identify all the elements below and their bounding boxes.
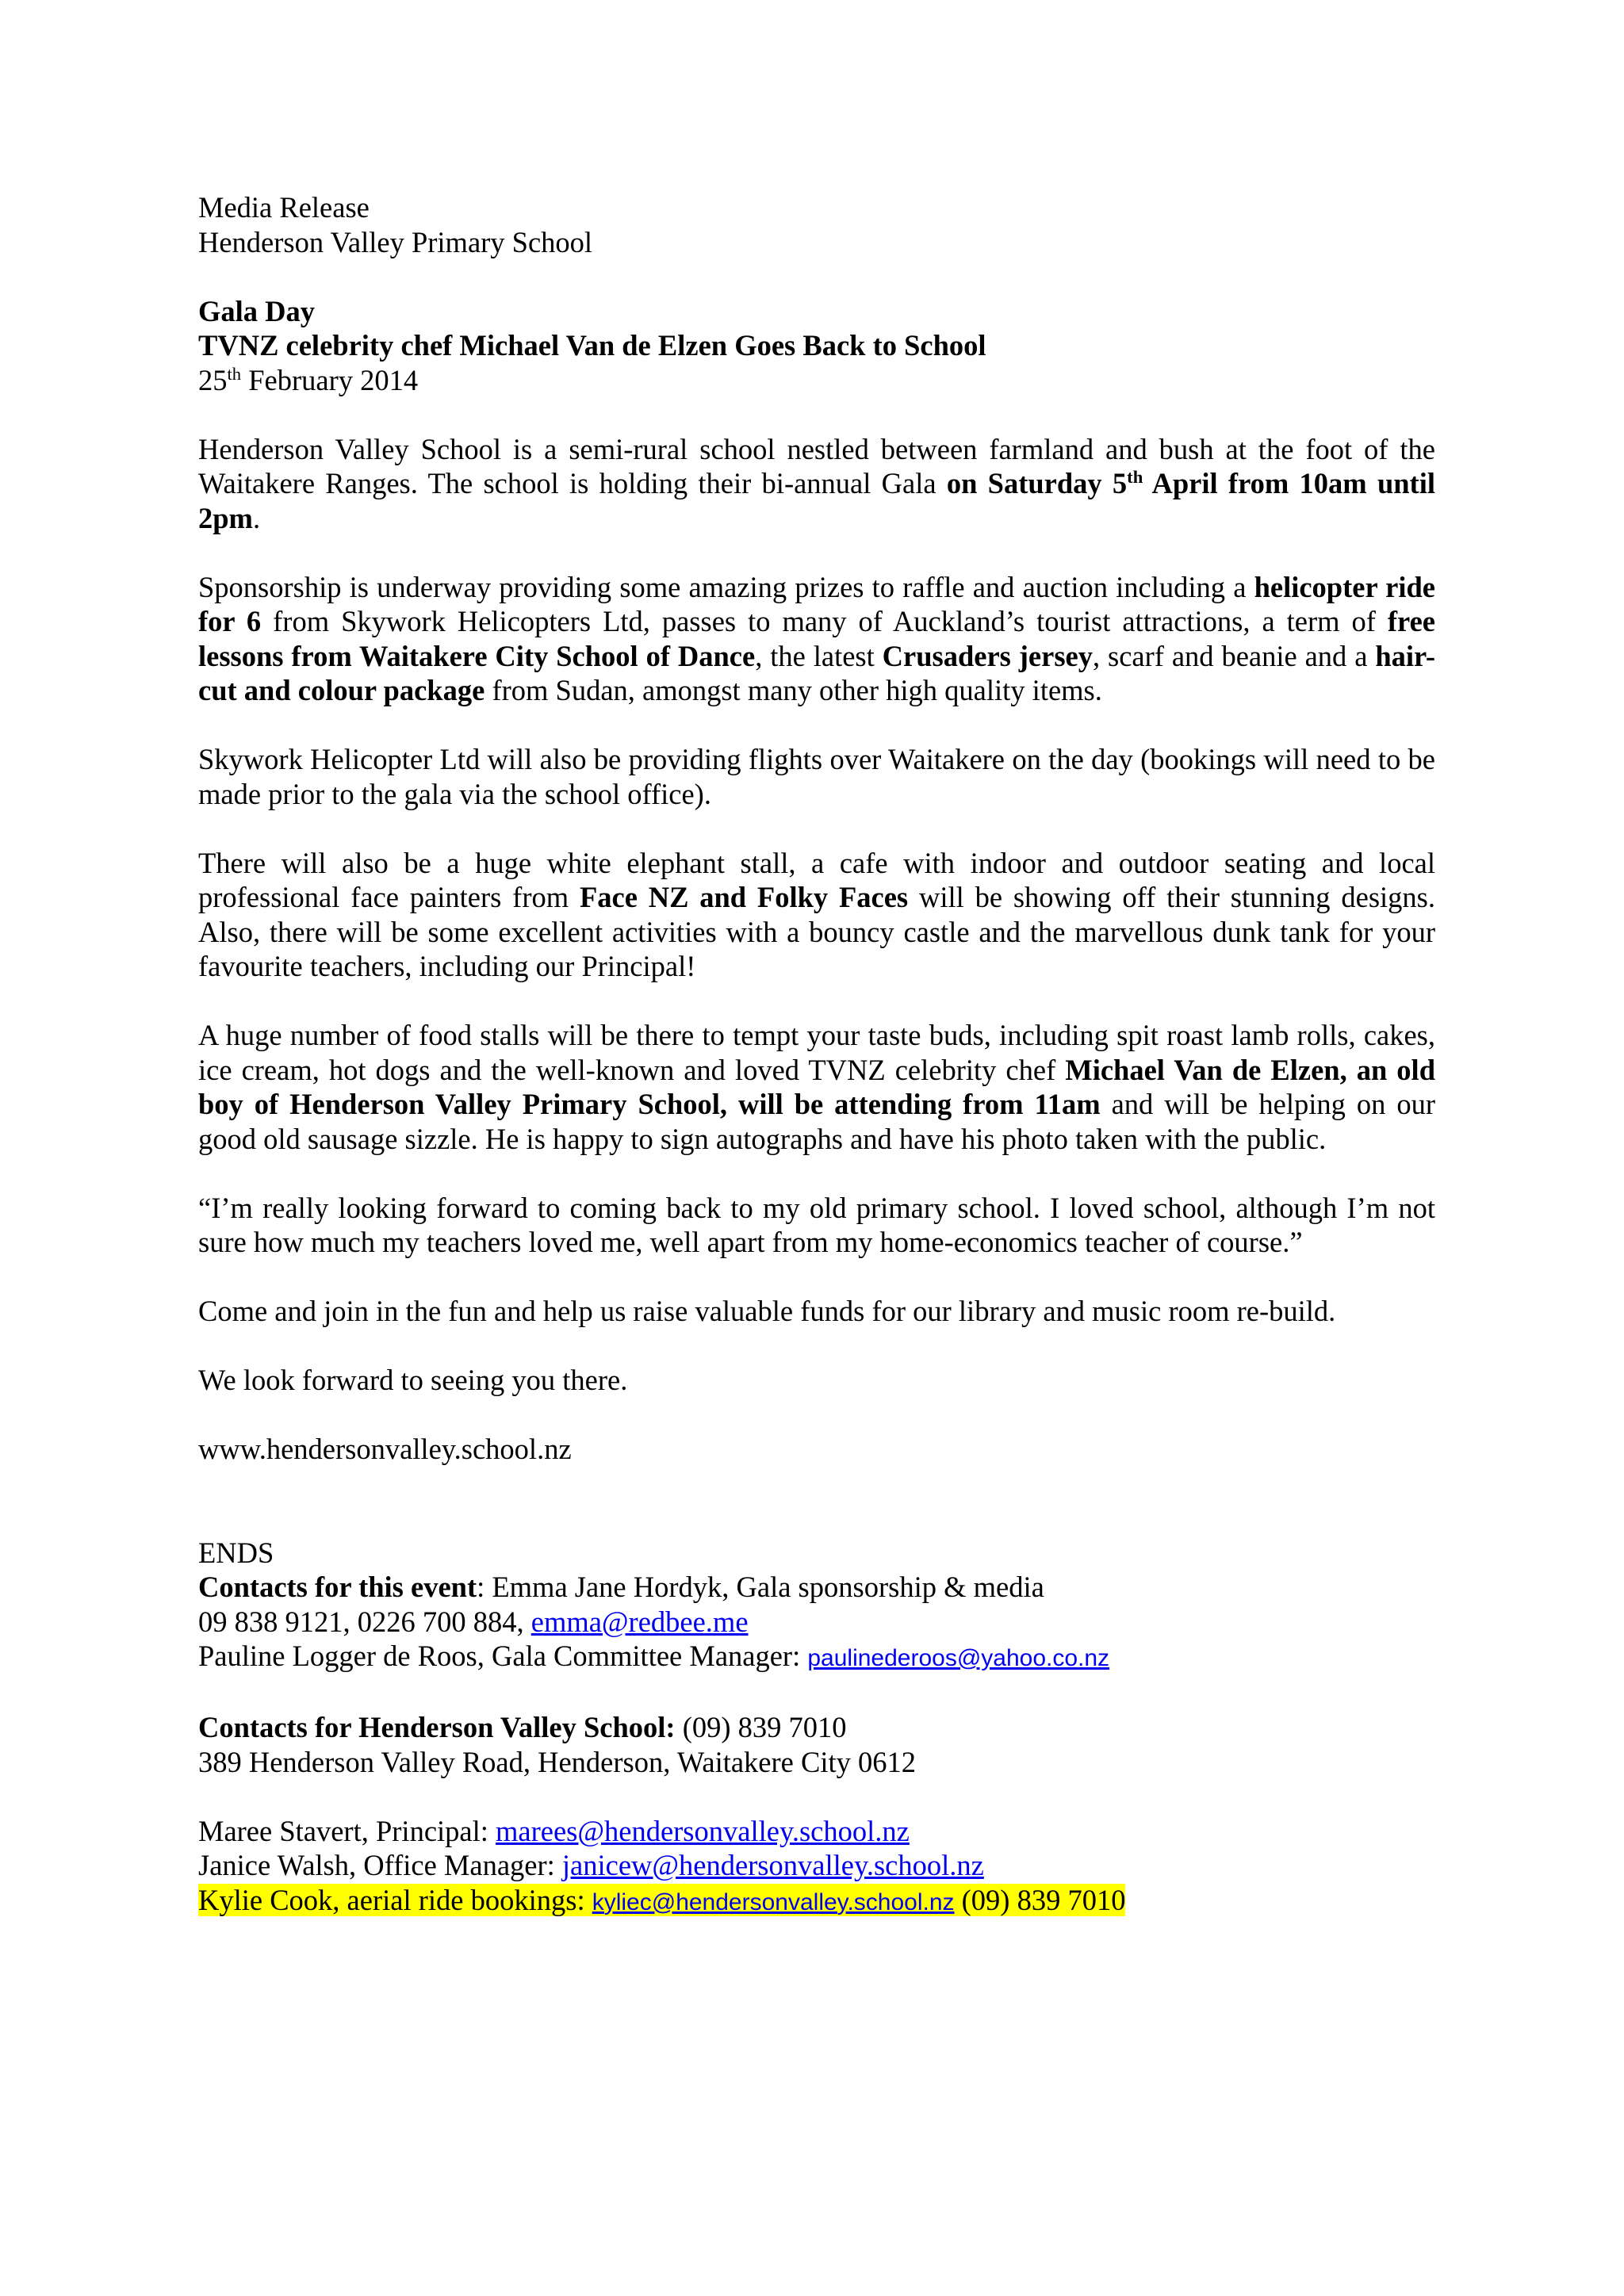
sponsor-bold-haircut: hair-cut and colour package	[198, 639, 1436, 706]
date-rest: February 2014	[241, 363, 419, 396]
header-school-name: Henderson Valley Primary School	[198, 225, 593, 258]
sponsor-text-2: from Skywork Helicopters Ltd, passes to many of Auckland’s tourist attractions, a term of	[261, 605, 1388, 637]
kylie-contact-line	[198, 1883, 1435, 1920]
paragraph-intro	[198, 432, 1435, 536]
document-page	[198, 190, 1435, 1919]
intro-text: Henderson Valley School is a semi-rural school nestled between farmland and bush at the foot of the Waitakere Ranges. The school is holding their bi-annual Gala	[198, 432, 1435, 499]
paragraph-stalls	[198, 846, 1435, 984]
kylie-email-link[interactable]: kyliec@hendersonvalley.school.nz	[592, 1888, 955, 1915]
pauline-email-link[interactable]: paulinederoos@yahoo.co.nz	[807, 1645, 1110, 1671]
food-text-1: A huge number of food stalls will be there to tempt your taste buds, including spit roast lamb rolls, cakes, ice cream, hot dogs and the well-known and loved TVNZ celebrity chef	[198, 1019, 1435, 1086]
intro-bold-sup: th	[1127, 466, 1143, 487]
contacts-school-label: Contacts for Henderson Valley School:	[198, 1711, 676, 1743]
kylie-text: Kylie Cook, aerial ride bookings:	[198, 1883, 592, 1916]
website-url: www.hendersonvalley.school.nz	[198, 1433, 572, 1465]
food-bold-chef: Michael Van de Elzen, an old boy of Henderson Valley Primary School, will be attending from 11am	[198, 1053, 1435, 1120]
date-day: 25	[198, 363, 228, 396]
maree-text: Maree Stavert, Principal:	[198, 1814, 496, 1847]
stalls-text-1: There will also be a huge white elephant stall, a cafe with indoor and outdoor seating and local professional face painters from	[198, 846, 1435, 913]
intro-end: .	[252, 501, 261, 534]
date-suffix: th	[227, 363, 242, 384]
sponsor-text-4: , scarf and beanie and a	[1093, 639, 1376, 672]
paragraph-food	[198, 1018, 1435, 1156]
paragraph-sponsorship	[198, 570, 1435, 708]
contacts-school-phone: (09) 839 7010	[675, 1711, 847, 1743]
sponsor-bold-jersey: Crusaders jersey	[882, 639, 1093, 672]
stalls-text-2: will be showing off their stunning designs. Also, there will be some excellent activities with a bouncy castle and the marvellous dunk tank for your favourite teachers, including our Principal!	[198, 881, 1435, 982]
janice-text: Janice Walsh, Office Manager:	[198, 1849, 562, 1881]
pauline-contact-line	[198, 1639, 1435, 1676]
intro-bold-a: on Saturday 5	[946, 467, 1128, 499]
header-media-release: Media Release	[198, 191, 370, 224]
contacts-event-label: Contacts for this event	[198, 1571, 477, 1603]
pauline-text: Pauline Logger de Roos, Gala Committee Manager:	[198, 1640, 808, 1672]
stalls-bold-face-painters: Face NZ and Folky Faces	[579, 881, 909, 913]
title-subheading: TVNZ celebrity chef Michael Van de Elzen Goes Back to School	[198, 329, 986, 362]
sponsor-bold-dance: free lessons from Waitakere City School of Dance	[198, 605, 1435, 672]
emma-contact-line	[198, 1605, 1435, 1640]
ends-marker: ENDS	[198, 1536, 274, 1569]
release-date	[198, 363, 1435, 398]
maree-email-link[interactable]: marees@hendersonvalley.school.nz	[496, 1814, 910, 1847]
sponsor-text-1: Sponsorship is underway providing some amazing prizes to raffle and auction including a	[198, 570, 1254, 603]
title-gala-day: Gala Day	[198, 294, 316, 327]
maree-contact-line	[198, 1814, 1435, 1849]
emma-email-link[interactable]: emma@redbee.me	[530, 1605, 749, 1638]
paragraph-flights: Skywork Helicopter Ltd will also be providing flights over Waitakere on the day (bookings will need to be made prior to the gala via the school office).	[198, 743, 1435, 810]
kylie-phone: (09) 839 7010	[954, 1883, 1126, 1916]
janice-email-link[interactable]: janicew@hendersonvalley.school.nz	[561, 1849, 984, 1881]
food-text-2: and will be helping on our good old sausage sizzle. He is happy to sign autographs and have his photo taken with the public.	[198, 1088, 1435, 1155]
paragraph-see-you: We look forward to seeing you there.	[198, 1364, 628, 1396]
paragraph-funds: Come and join in the fun and help us raise valuable funds for our library and music room re-build.	[198, 1295, 1336, 1327]
emma-phones: 09 838 9121, 0226 700 884,	[198, 1605, 531, 1638]
paragraph-quote: “I’m really looking forward to coming back to my old primary school. I loved school, although I’m not sure how much my teachers loved me, well apart from my home-economics teacher of course.”	[198, 1191, 1435, 1258]
sponsor-text-3: , the latest	[755, 639, 883, 672]
janice-contact-line	[198, 1848, 1435, 1883]
sponsor-bold-helicopter: helicopter ride for 6	[198, 570, 1435, 637]
sponsor-text-5: from Sudan, amongst many other high quality items.	[485, 674, 1102, 706]
contacts-school	[198, 1710, 1435, 1745]
intro-bold-b: April from 10am until 2pm	[198, 467, 1435, 534]
school-address: 389 Henderson Valley Road, Henderson, Waitakere City 0612	[198, 1745, 916, 1778]
kylie-highlight	[198, 1884, 1125, 1916]
contacts-event-text: : Emma Jane Hordyk, Gala sponsorship & media	[477, 1571, 1044, 1603]
contacts-event	[198, 1570, 1435, 1605]
